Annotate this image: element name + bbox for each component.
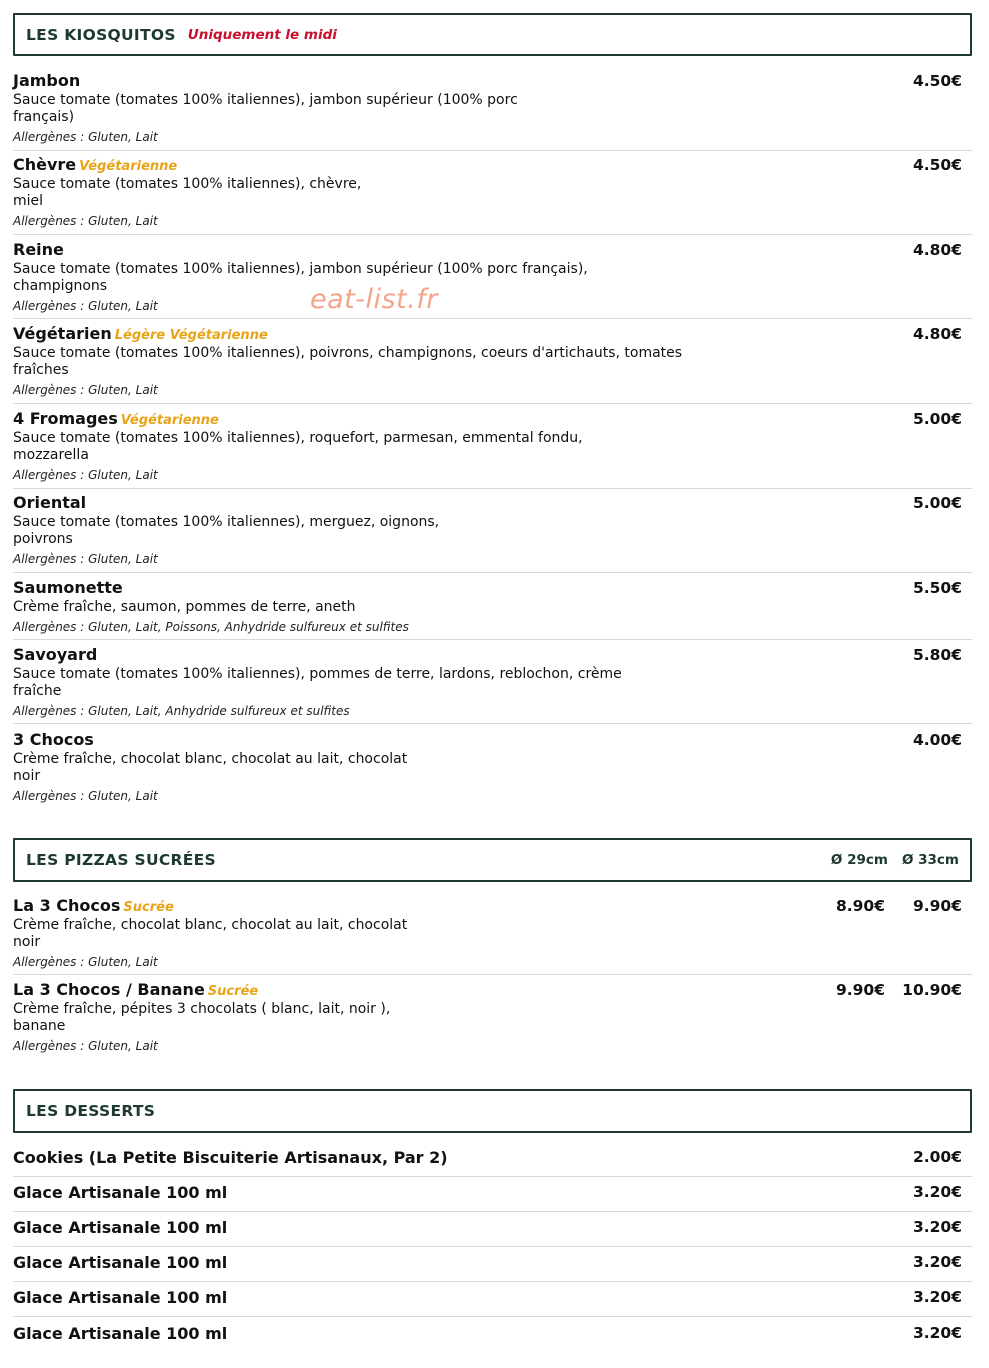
item-description-cont: champignons (13, 278, 108, 294)
dessert-price: 3.20€ (912, 1288, 962, 1306)
item-price-29cm: 8.90€ (835, 897, 885, 915)
item-name: Reine (13, 240, 64, 259)
item-allergens: Allergènes : Gluten, Lait (13, 214, 158, 228)
section-title: LES KIOSQUITOS (26, 25, 176, 44)
item-description: Sauce tomate (tomates 100% italiennes), merguez, oignons, (13, 514, 440, 530)
divider (13, 723, 972, 724)
menu-item-reine (13, 241, 972, 317)
item-allergens: Allergènes : Gluten, Lait (13, 130, 158, 144)
item-name: 3 Chocos (13, 730, 94, 749)
item-price: 4.50€ (912, 156, 962, 174)
item-description: Sauce tomate (tomates 100% italiennes), pommes de terre, lardons, reblochon, crème (13, 666, 622, 682)
item-description-cont: miel (13, 193, 44, 209)
dessert-name: Cookies (La Petite Biscuiterie Artisanaux, Par 2) (13, 1148, 448, 1167)
item-description-cont: poivrons (13, 531, 73, 547)
menu-item-3-chocos (13, 731, 972, 807)
divider (13, 488, 972, 489)
item-name: Savoyard (13, 645, 98, 664)
dessert-item-glace (13, 1246, 972, 1281)
item-tag: Végétarienne (120, 413, 219, 428)
item-allergens: Allergènes : Gluten, Lait (13, 955, 158, 969)
section-note: Uniquement le midi (187, 26, 337, 43)
item-description-cont: noir (13, 934, 41, 950)
item-description-cont: noir (13, 768, 41, 784)
divider (13, 572, 972, 573)
item-allergens: Allergènes : Gluten, Lait (13, 468, 158, 482)
item-description: Sauce tomate (tomates 100% italiennes), chèvre, (13, 176, 362, 192)
item-description: Sauce tomate (tomates 100% italiennes), jambon supérieur (100% porc (13, 92, 518, 108)
dessert-price: 3.20€ (912, 1183, 962, 1201)
item-price-33cm: 9.90€ (912, 897, 962, 915)
menu-item-chevre (13, 156, 972, 232)
item-description-cont: français) (13, 109, 75, 125)
dessert-name: Glace Artisanale 100 ml (13, 1218, 228, 1237)
item-name: 4 Fromages (13, 409, 118, 428)
menu-item-4-fromages (13, 410, 972, 486)
menu-item-oriental (13, 494, 972, 570)
item-price: 5.50€ (912, 579, 962, 597)
item-allergens: Allergènes : Gluten, Lait, Anhydride sulfureux et sulfites (13, 704, 350, 718)
dessert-item-glace (13, 1281, 972, 1316)
item-name: Végétarien (13, 324, 112, 343)
size-header-33cm: Ø 33cm (901, 852, 959, 868)
menu-item-jambon (13, 72, 972, 148)
item-name: Oriental (13, 493, 87, 512)
divider (13, 150, 972, 151)
item-price: 4.80€ (912, 241, 962, 259)
item-price-29cm: 9.90€ (835, 981, 885, 999)
item-price: 4.00€ (912, 731, 962, 749)
menu-item-savoyard (13, 646, 972, 722)
divider (13, 639, 972, 640)
dessert-price: 3.20€ (912, 1324, 962, 1342)
item-price: 5.80€ (912, 646, 962, 664)
item-name: Chèvre (13, 155, 77, 174)
dessert-price: 3.20€ (912, 1253, 962, 1271)
item-tag: Sucrée (123, 900, 174, 915)
divider (13, 234, 972, 235)
item-description: Sauce tomate (tomates 100% italiennes), poivrons, champignons, coeurs d'artichauts, tomates (13, 345, 683, 361)
item-name: Jambon (13, 71, 81, 90)
item-allergens: Allergènes : Gluten, Lait (13, 1039, 158, 1053)
divider (13, 318, 972, 319)
item-name: Saumonette (13, 578, 123, 597)
dessert-name: Glace Artisanale 100 ml (13, 1324, 228, 1343)
item-price-33cm: 10.90€ (902, 981, 962, 999)
item-tag: Sucrée (207, 984, 259, 999)
item-description-cont: fraîches (13, 362, 69, 378)
divider (13, 974, 972, 975)
dessert-name: Glace Artisanale 100 ml (13, 1183, 228, 1202)
size-header-29cm: Ø 29cm (830, 852, 888, 868)
item-name: La 3 Chocos / Banane (13, 980, 205, 999)
item-price: 5.00€ (912, 494, 962, 512)
item-allergens: Allergènes : Gluten, Lait (13, 552, 158, 566)
item-allergens: Allergènes : Gluten, Lait (13, 383, 158, 397)
section-header-desserts (13, 1089, 972, 1133)
item-allergens: Allergènes : Gluten, Lait (13, 789, 158, 803)
item-price: 4.50€ (912, 72, 962, 90)
section-title: LES DESSERTS (26, 1102, 156, 1120)
section-header-kiosquitos (13, 13, 972, 56)
divider (13, 403, 972, 404)
item-description: Crème fraîche, saumon, pommes de terre, aneth (13, 599, 356, 615)
menu-item-la-3-chocos (13, 897, 972, 973)
item-description: Crème fraîche, pépites 3 chocolats ( blanc, lait, noir ), (13, 1001, 391, 1017)
section-title: LES PIZZAS SUCRÉES (26, 851, 216, 869)
item-price: 4.80€ (912, 325, 962, 343)
item-description-cont: fraîche (13, 683, 62, 699)
menu-item-la-3-chocos-banane (13, 981, 972, 1057)
dessert-item-glace (13, 1211, 972, 1246)
item-description-cont: mozzarella (13, 447, 89, 463)
item-description: Crème fraîche, chocolat blanc, chocolat au lait, chocolat (13, 917, 408, 933)
item-allergens: Allergènes : Gluten, Lait, Poissons, Anhydride sulfureux et sulfites (13, 620, 409, 634)
item-description: Crème fraîche, chocolat blanc, chocolat au lait, chocolat (13, 751, 408, 767)
dessert-price: 3.20€ (912, 1218, 962, 1236)
item-description: Sauce tomate (tomates 100% italiennes), roquefort, parmesan, emmental fondu, (13, 430, 583, 446)
item-tag: Légère Végétarienne (114, 328, 268, 343)
item-description-cont: banane (13, 1018, 66, 1034)
item-name: La 3 Chocos (13, 896, 121, 915)
dessert-item-glace (13, 1317, 972, 1352)
dessert-item-cookies (13, 1141, 972, 1176)
menu-item-vegetarien (13, 325, 972, 401)
dessert-name: Glace Artisanale 100 ml (13, 1288, 228, 1307)
item-price: 5.00€ (912, 410, 962, 428)
watermark: eat-list.fr (310, 284, 438, 315)
dessert-name: Glace Artisanale 100 ml (13, 1253, 228, 1272)
dessert-price: 2.00€ (912, 1148, 962, 1166)
section-header-pizzas-sucrees (13, 838, 972, 882)
menu-item-saumonette (13, 579, 972, 637)
dessert-item-glace (13, 1176, 972, 1211)
size-headers (817, 852, 959, 868)
item-description: Sauce tomate (tomates 100% italiennes), jambon supérieur (100% porc français), (13, 261, 588, 277)
item-allergens: Allergènes : Gluten, Lait (13, 299, 158, 313)
item-tag: Végétarienne (79, 159, 178, 174)
